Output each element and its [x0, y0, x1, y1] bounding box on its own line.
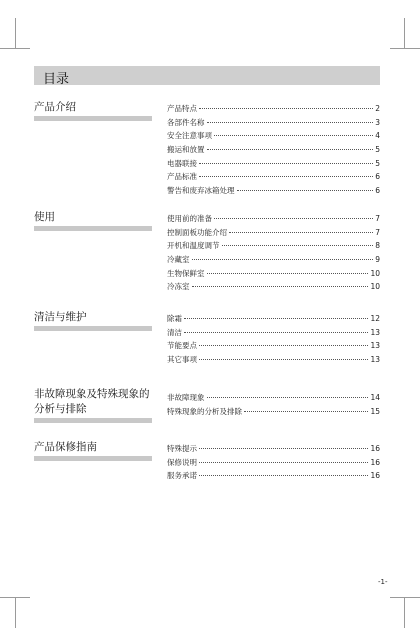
toc-entry-title: 除霜 [167, 314, 182, 323]
toc-entry[interactable] [167, 143, 380, 157]
toc-entry-page: 15 [370, 406, 380, 416]
toc-entry-title: 电器联接 [167, 158, 197, 168]
section-heading [34, 387, 152, 423]
section-heading-label: 清洁与维护 [34, 311, 87, 323]
dot-leader [214, 218, 373, 219]
toc-entry-title: 节能要点 [167, 341, 197, 351]
toc-entry-page: 9 [375, 255, 380, 265]
page-number: -1- [378, 578, 388, 586]
toc-entry-page: 13 [370, 341, 380, 351]
toc-entry-page: 13 [370, 355, 380, 365]
toc-entry-title: 控制面板功能介绍 [167, 227, 227, 237]
section-heading-label: 产品保修指南 [34, 441, 97, 453]
toc-entry[interactable] [167, 442, 380, 456]
toc-title: 目录 [43, 72, 70, 87]
toc-entry-page: 12 [370, 314, 380, 323]
crop-mark-bottom-left [15, 598, 16, 628]
toc-entry-page: 4 [375, 131, 380, 141]
toc-entry-page: 8 [375, 241, 380, 251]
crop-mark-top-right [404, 18, 405, 48]
section-heading-underline [34, 418, 152, 423]
toc-entry-title: 冷冻室 [167, 282, 190, 292]
toc-entry-page: 5 [375, 158, 380, 168]
dot-leader [222, 245, 374, 246]
section-heading-label: 使用 [34, 211, 55, 223]
toc-entry-list [167, 212, 380, 294]
dot-leader [199, 475, 368, 476]
toc-entry-title: 产品特点 [167, 104, 197, 113]
dot-leader [199, 462, 368, 463]
toc-entry[interactable] [167, 226, 380, 240]
dot-leader [244, 411, 368, 412]
dot-leader [192, 259, 374, 260]
toc-entry-title: 非故障现象 [167, 393, 205, 402]
toc-entry[interactable] [167, 405, 380, 419]
section-heading-label: 产品介绍 [34, 101, 76, 113]
toc-entry[interactable] [167, 102, 380, 116]
dot-leader [199, 359, 368, 360]
toc-entry-list [167, 312, 380, 367]
toc-entry[interactable] [167, 267, 380, 281]
toc-entry-title: 搬运和放置 [167, 145, 205, 155]
toc-entry[interactable] [167, 170, 380, 184]
dot-leader [237, 190, 374, 191]
section-heading-underline [34, 226, 152, 231]
toc-entry-title: 冷藏室 [167, 255, 190, 265]
dot-leader [207, 397, 369, 398]
toc-entry-list [167, 102, 380, 198]
toc-entry[interactable] [167, 326, 380, 340]
toc-entry[interactable] [167, 353, 380, 367]
dot-leader [199, 176, 373, 177]
crop-mark-bottom-left-h [0, 597, 30, 598]
toc-entry-list [167, 442, 380, 483]
toc-entry[interactable] [167, 116, 380, 130]
toc-entry[interactable] [167, 129, 380, 143]
section-heading-label: 分析与排除 [34, 403, 87, 415]
toc-entry-page: 6 [375, 172, 380, 182]
crop-mark-bottom-right [404, 598, 405, 628]
toc-entry[interactable] [167, 280, 380, 294]
toc-entry-title: 特殊提示 [167, 444, 197, 453]
toc-entry[interactable] [167, 469, 380, 483]
toc-entry-page: 10 [370, 282, 380, 292]
dot-leader [192, 286, 369, 287]
toc-entry-title: 使用前的准备 [167, 214, 212, 223]
toc-entry-title: 特殊现象的分析及排除 [167, 406, 242, 416]
section-heading-label: 非故障现象及特殊现象的 [34, 388, 150, 400]
section-heading [34, 100, 152, 121]
section-heading [34, 440, 152, 461]
toc-entry-list [167, 391, 380, 418]
toc-entry-page: 16 [370, 471, 380, 481]
toc-entry[interactable] [167, 312, 380, 326]
section-heading [34, 210, 152, 231]
dot-leader [207, 149, 374, 150]
dot-leader [214, 135, 373, 136]
dot-leader [184, 332, 368, 333]
toc-entry-page: 3 [375, 117, 380, 127]
toc-entry-title: 其它事项 [167, 355, 197, 365]
toc-entry-title: 产品标准 [167, 172, 197, 182]
toc-entry-title: 安全注意事项 [167, 131, 212, 141]
section-heading-underline [34, 326, 152, 331]
toc-entry-title: 生物保鲜室 [167, 268, 205, 278]
section-heading [34, 310, 152, 331]
dot-leader [207, 122, 374, 123]
toc-entry[interactable] [167, 253, 380, 267]
dot-leader [199, 448, 368, 449]
toc-entry-page: 6 [375, 186, 380, 196]
crop-mark-top-left [15, 18, 16, 48]
toc-entry[interactable] [167, 212, 380, 226]
toc-title-bar [34, 66, 380, 85]
toc-entry-page: 7 [375, 214, 380, 223]
crop-mark-top-right-h [390, 48, 420, 49]
toc-entry-page: 16 [370, 457, 380, 467]
toc-entry-page: 2 [375, 104, 380, 113]
toc-entry[interactable] [167, 391, 380, 405]
toc-entry-page: 13 [370, 327, 380, 337]
toc-entry-title: 服务承诺 [167, 471, 197, 481]
toc-entry-page: 10 [370, 268, 380, 278]
toc-entry-title: 警告和废弃冰箱处理 [167, 186, 235, 196]
toc-entry-title: 各部件名称 [167, 117, 205, 127]
toc-entry-page: 7 [375, 227, 380, 237]
dot-leader [199, 108, 373, 109]
crop-mark-top-left-h [0, 48, 30, 49]
toc-entry[interactable] [167, 239, 380, 253]
toc-entry[interactable] [167, 157, 380, 171]
section-heading-underline [34, 116, 152, 121]
section-heading-underline [34, 456, 152, 461]
crop-mark-bottom-right-h [390, 597, 420, 598]
toc-entry-title: 保修说明 [167, 457, 197, 467]
toc-entry[interactable] [167, 339, 380, 353]
toc-entry[interactable] [167, 456, 380, 470]
toc-entry-title: 清洁 [167, 327, 182, 337]
dot-leader [199, 345, 368, 346]
dot-leader [229, 232, 373, 233]
toc-entry-page: 16 [370, 444, 380, 453]
toc-entry-title: 开机和温度调节 [167, 241, 220, 251]
dot-leader [207, 273, 369, 274]
toc-entry-page: 5 [375, 145, 380, 155]
dot-leader [199, 163, 373, 164]
dot-leader [184, 318, 368, 319]
toc-entry[interactable] [167, 184, 380, 198]
toc-entry-page: 14 [370, 393, 380, 402]
